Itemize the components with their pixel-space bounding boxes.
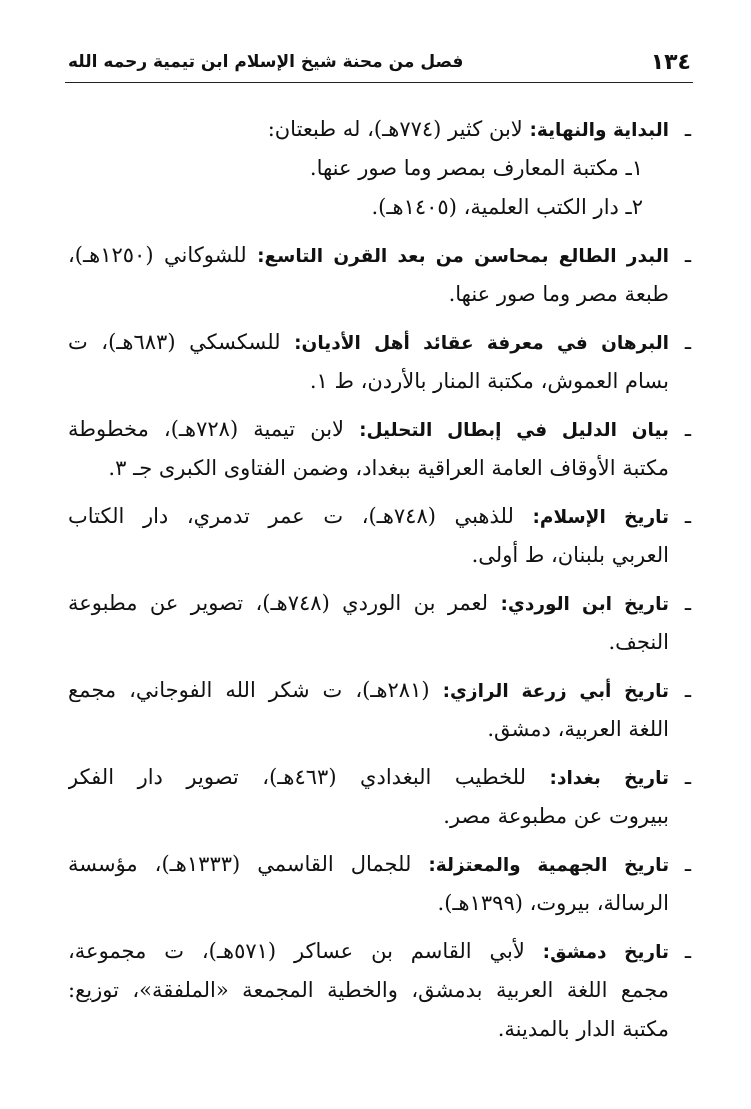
entry-dash: ـ [684,243,691,267]
page-header [68,44,691,80]
entry-dash: ـ [684,504,691,528]
entry-line [68,845,669,884]
entry-line [68,758,669,797]
entry-line [68,497,669,536]
entry-title: تاريخ بغداد: [549,768,669,789]
entry-text: لأبي القاسم بن عساكر (٥٧١هـ)، ت مجموعة، [68,939,525,963]
entry-dash: ـ [684,591,691,615]
entry-dash: ـ [684,765,691,789]
entry-title: البرهان في معرفة عقائد أهل الأديان: [294,333,669,354]
entry-line [68,584,669,623]
entry-subitem: ١ـ مكتبة المعارف بمصر وما صور عنها. [309,156,643,180]
entry-title: البدر الطالع بمحاسن من بعد القرن التاسع: [257,246,669,267]
entry-title: تاريخ الإسلام: [532,507,669,528]
page-number: ١٣٤ [650,49,691,75]
entry-dash: ـ [684,939,691,963]
entry-dash: ـ [684,117,691,141]
running-title: فصل من محنة شيخ الإسلام ابن تيمية رحمه الله [68,52,464,72]
bibliography-entry [68,236,691,314]
entry-text: للشوكاني (١٢٥٠هـ)، [68,243,247,267]
entry-line [68,410,669,449]
bibliography-entry [68,845,691,923]
entry-title: تاريخ أبي زرعة الرازي: [442,681,669,702]
bibliography-entry [68,584,691,662]
entry-text: مكتبة الدار بالمدينة. [497,1017,669,1041]
bibliography-entry [68,323,691,401]
entry-text: العربي بلبنان، ط أولى. [471,543,669,567]
entry-line [68,236,669,275]
entry-text: اللغة العربية، دمشق. [487,717,669,741]
entry-title: تاريخ دمشق: [542,942,669,963]
bibliography-entry [68,110,691,227]
header-divider [65,82,693,83]
entry-text: للخطيب البغدادي (٤٦٣هـ)، تصوير دار الفكر [68,765,527,789]
entry-dash: ـ [684,852,691,876]
entry-title: البداية والنهاية: [529,120,669,141]
bibliography-entry [68,497,691,575]
entry-text: لعمر بن الوردي (٧٤٨هـ)، تصوير عن مطبوعة [68,591,489,615]
entry-text: للسكسكي (٦٨٣هـ)، ت [68,330,281,354]
entry-title: تاريخ الجهمية والمعتزلة: [428,855,669,876]
entry-text: مكتبة الأوقاف العامة العراقية ببغداد، وضمن الفتاوى الكبرى جـ ٣. [108,456,669,480]
entry-text: ببيروت عن مطبوعة مصر. [443,804,669,828]
entry-subitem: ٢ـ دار الكتب العلمية، (١٤٠٥هـ). [371,195,643,219]
entry-text: (٢٨١هـ)، ت شكر الله الفوجاني، مجمع [68,678,430,702]
entry-text: بسام العموش، مكتبة المنار بالأردن، ط ١. [309,369,669,393]
entry-line [68,110,669,149]
entry-text: للذهبي (٧٤٨هـ)، ت عمر تدمري، دار الكتاب [68,504,514,528]
entry-text: لابن كثير (٧٧٤هـ)، له طبعتان: [267,117,523,141]
entry-dash: ـ [684,417,691,441]
entry-text: مجمع اللغة العربية بدمشق، والخطية المجمعة «الملفقة»، توزيع: [68,978,669,1002]
bibliography-entry [68,758,691,836]
entry-line [68,323,669,362]
entry-text: النجف. [608,630,669,654]
entry-dash: ـ [684,678,691,702]
entry-line [68,932,669,971]
entry-text: لابن تيمية (٧٢٨هـ)، مخطوطة [68,417,345,441]
bibliography-entry [68,932,691,1049]
entry-title: تاريخ ابن الوردي: [500,594,669,615]
entry-text: الرسالة، بيروت، (١٣٩٩هـ). [437,891,669,915]
entry-title: بيان الدليل في إبطال التحليل: [359,420,669,441]
entry-text: للجمال القاسمي (١٣٣٣هـ)، مؤسسة [68,852,412,876]
bibliography-entry [68,671,691,749]
bibliography-list [68,110,691,1049]
bibliography-entry [68,410,691,488]
entry-dash: ـ [684,330,691,354]
entry-line [68,671,669,710]
entry-text: طبعة مصر وما صور عنها. [448,282,669,306]
